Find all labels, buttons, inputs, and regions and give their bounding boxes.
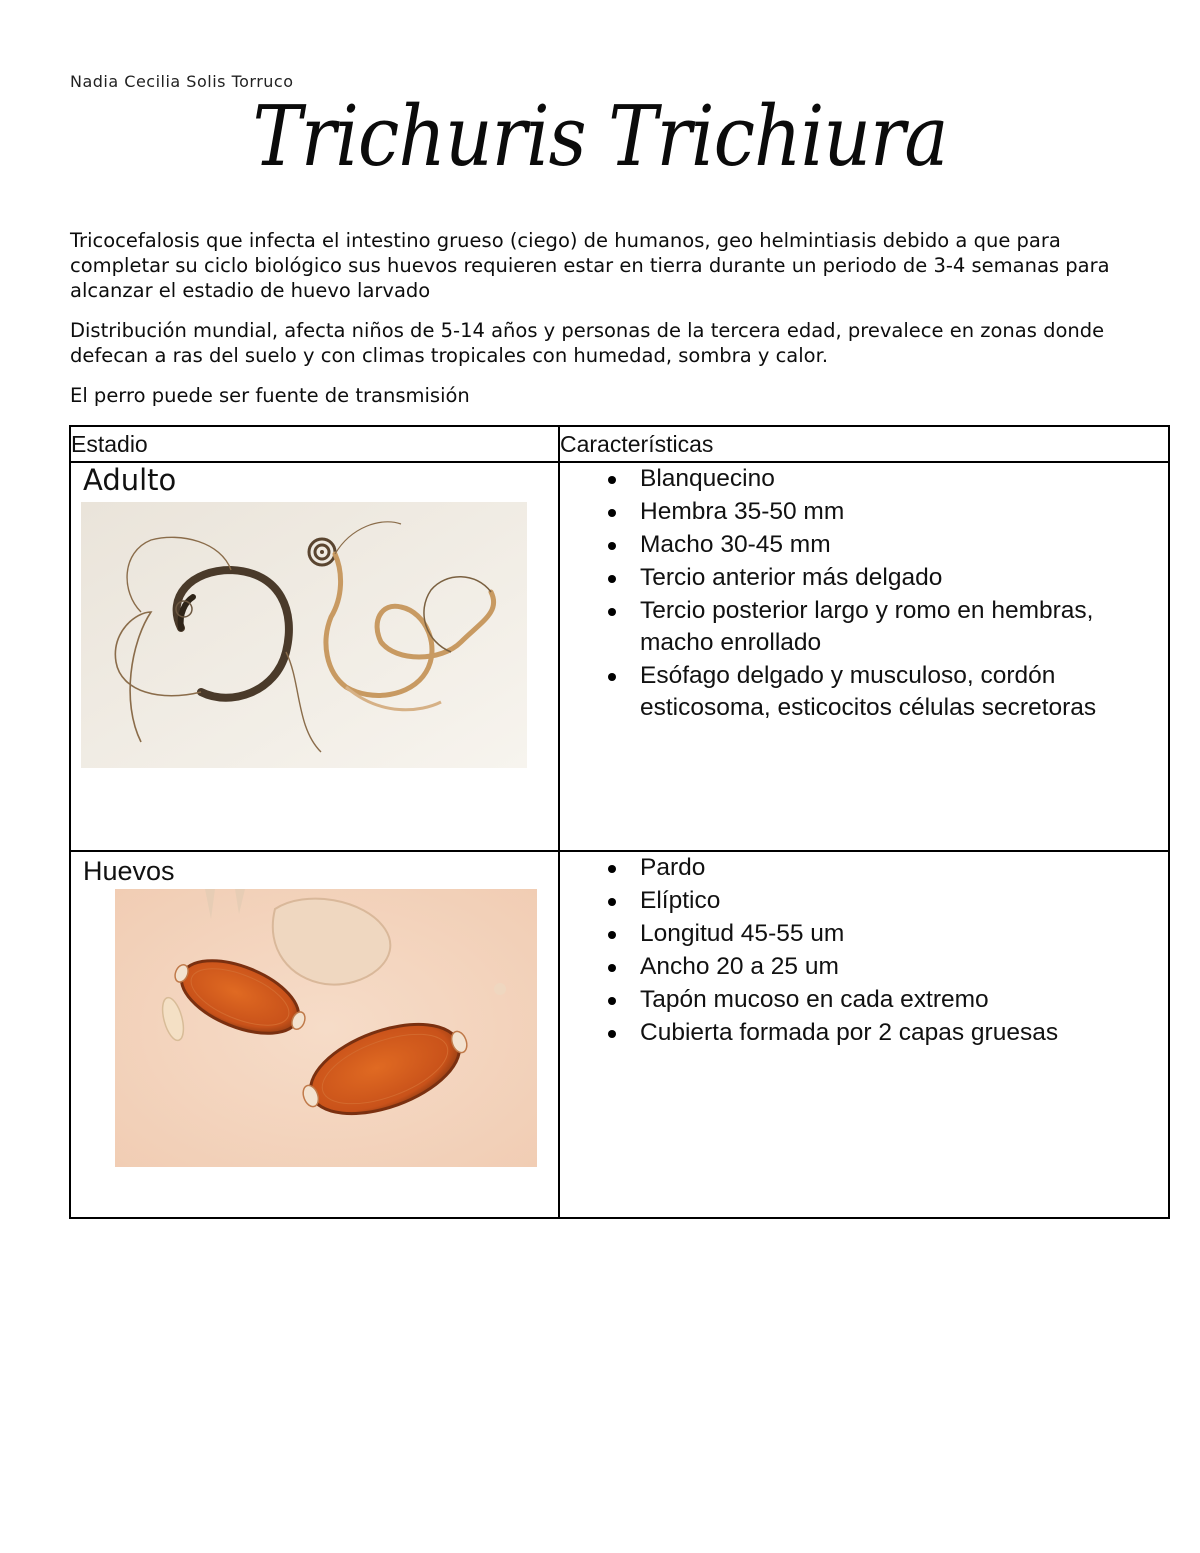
stage-label-adult: Adulto [83, 463, 177, 497]
transmission-paragraph: El perro puede ser fuente de transmisión [70, 384, 470, 407]
features-cell-eggs [559, 851, 1169, 1218]
table-header-row [70, 426, 1169, 462]
table-row [70, 851, 1169, 1218]
header-characteristics: Características [559, 426, 1169, 462]
list-item: Ancho 20 a 25 um [640, 951, 1168, 983]
list-item: Hembra 35-50 mm [640, 496, 1168, 528]
list-item: Longitud 45-55 um [640, 918, 1168, 950]
features-list-eggs [560, 852, 1168, 1049]
list-item: Tapón mucoso en cada extremo [640, 984, 1168, 1016]
list-item: Esófago delgado y musculoso, cordón esticosoma, esticocitos células secretoras [640, 660, 1168, 724]
author-name: Nadia Cecilia Solis Torruco [70, 72, 294, 91]
document-title: Trichuris Trichiura [252, 88, 948, 186]
table-row [70, 462, 1169, 851]
list-item: Macho 30-45 mm [640, 529, 1168, 561]
stage-label-eggs: Huevos [83, 856, 175, 886]
eggs-micrograph [115, 889, 537, 1167]
list-item: Pardo [640, 852, 1168, 884]
stage-cell-eggs [70, 851, 559, 1218]
adult-worm-photo [81, 502, 527, 768]
list-item: Tercio anterior más delgado [640, 562, 1168, 594]
list-item: Cubierta formada por 2 capas gruesas [640, 1017, 1168, 1049]
list-item: Tercio posterior largo y romo en hembras, macho enrollado [640, 595, 1168, 659]
stages-table [69, 425, 1170, 1219]
list-item: Elíptico [640, 885, 1168, 917]
intro-paragraph: Tricocefalosis que infecta el intestino grueso (ciego) de humanos, geo helmintiasis debido a que para completar su ciclo biológico sus huevos requieren estar en tierra durante un periodo de 3-4 semanas para alcanzar el estadio de huevo larvado [70, 229, 1110, 302]
list-item: Blanquecino [640, 463, 1168, 495]
distribution-paragraph: Distribución mundial, afecta niños de 5-14 años y personas de la tercera edad, prevalece en zonas donde defecan a ras del suelo y con climas tropicales con humedad, sombra y calor. [70, 319, 1105, 367]
features-cell-adult [559, 462, 1169, 851]
header-stage: Estadio [70, 426, 559, 462]
features-list-adult [560, 463, 1168, 724]
stage-cell-adult [70, 462, 559, 851]
